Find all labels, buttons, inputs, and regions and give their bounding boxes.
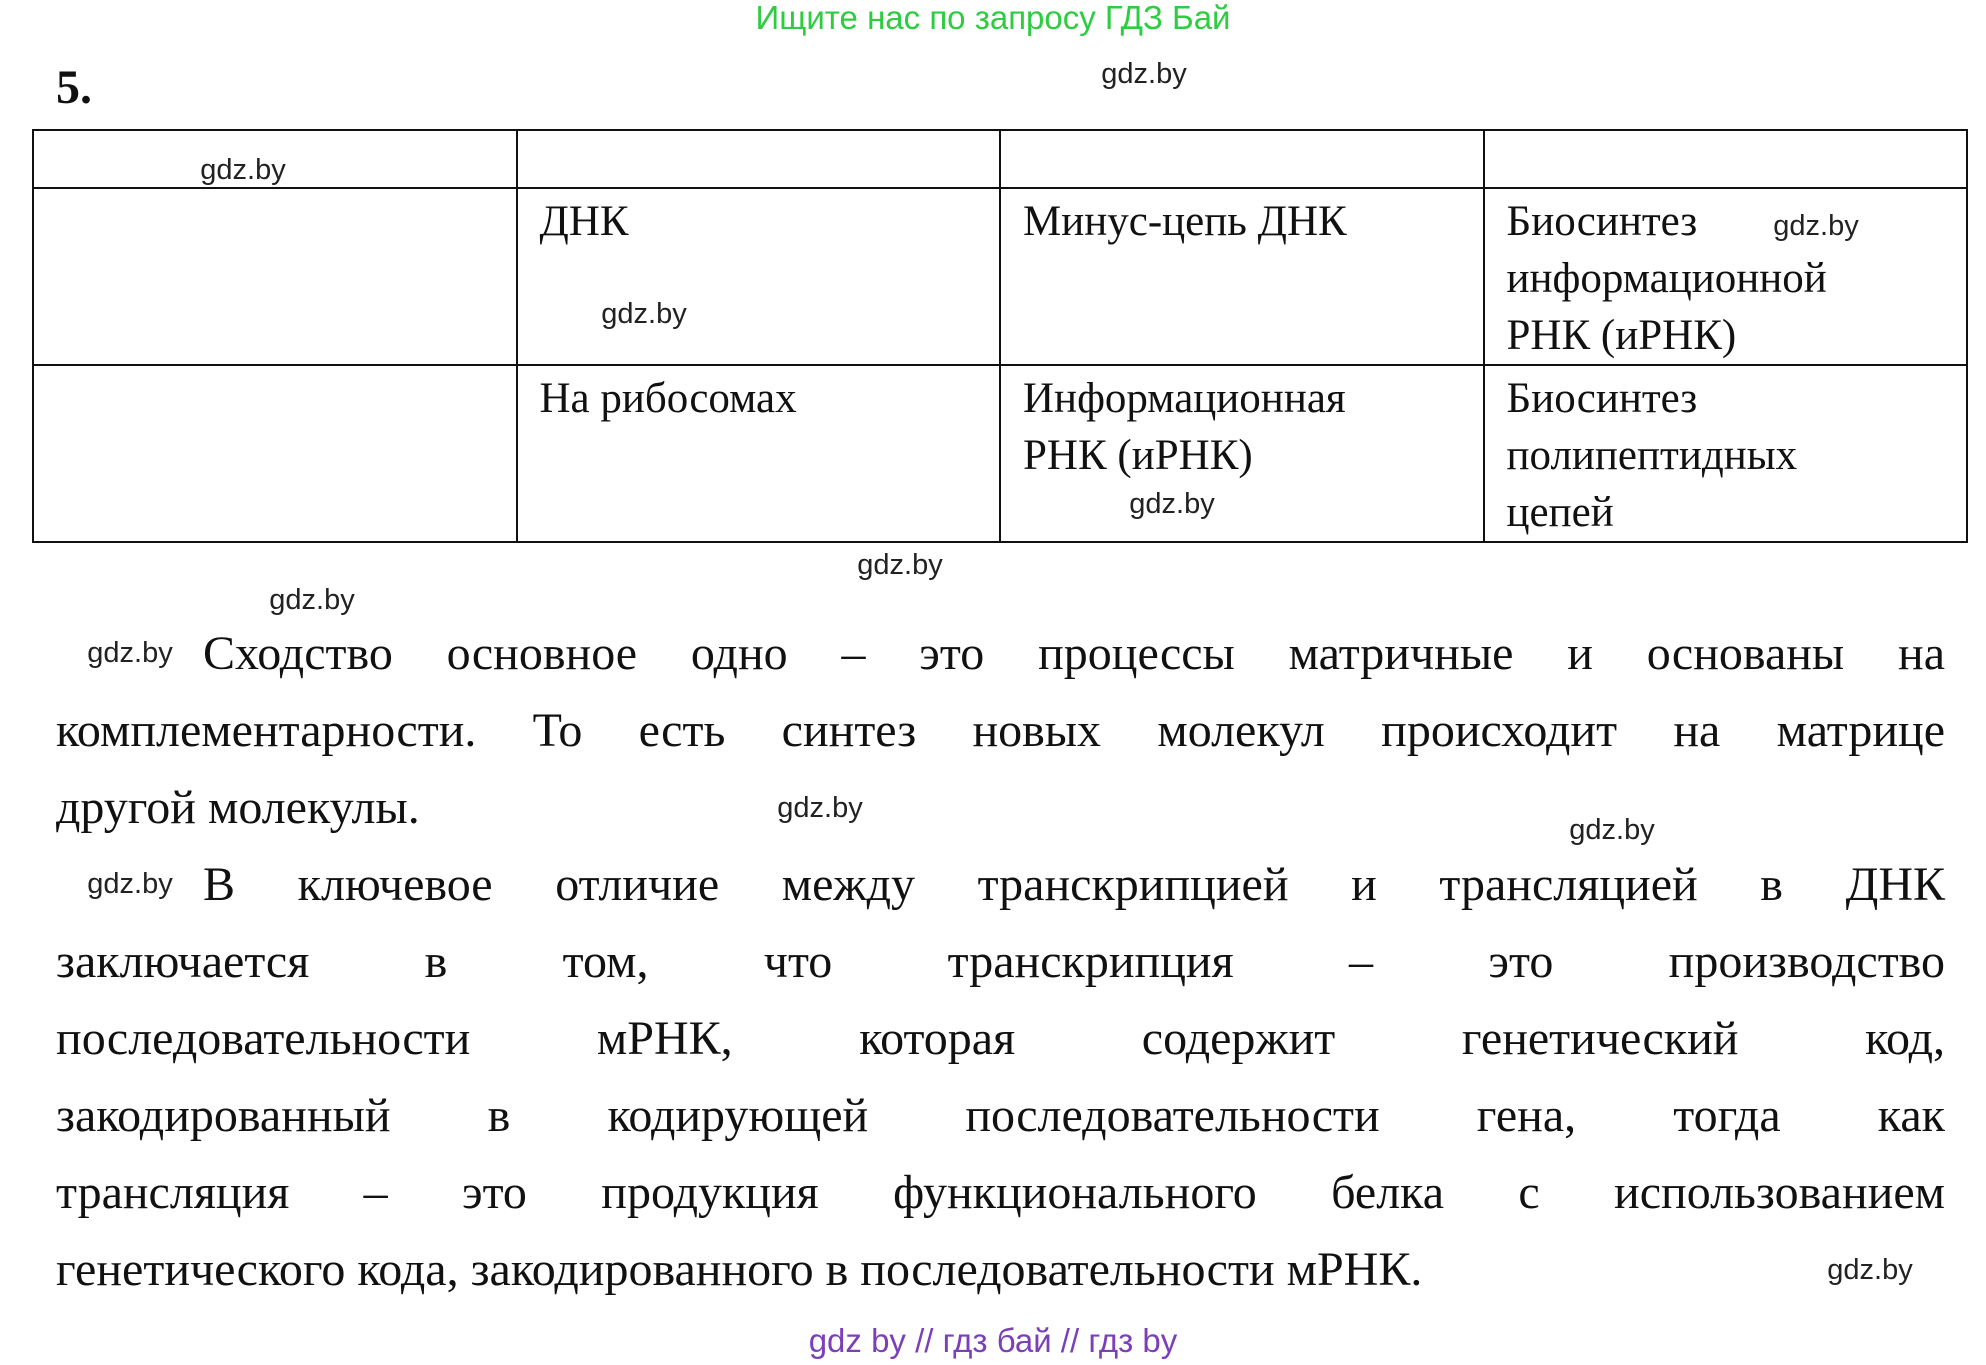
table-row xyxy=(33,365,1967,542)
table-row xyxy=(33,130,1967,188)
table-cell xyxy=(1000,130,1484,188)
task-number: 5. xyxy=(56,61,92,114)
comparison-table xyxy=(32,129,1968,543)
watermark: gdz.by xyxy=(87,868,173,900)
table-cell: На рибосомах xyxy=(517,365,1001,542)
table-cell: Информационная РНК (иРНК) xyxy=(1000,365,1484,542)
search-banner: Ищите нас по запросу ГДЗ Бай xyxy=(755,0,1231,36)
watermark: gdz.by xyxy=(200,154,286,186)
watermark: gdz.by xyxy=(777,792,863,824)
table-cell: Биосинтез информационной РНК (иРНК) xyxy=(1484,188,1968,365)
watermark: gdz.by xyxy=(857,549,943,581)
watermark: gdz.by xyxy=(1773,210,1859,242)
table-row xyxy=(33,188,1967,365)
paragraph-similarity xyxy=(56,615,1945,857)
table-cell xyxy=(33,365,517,542)
text-line: трансляция – это продукция функционального белка с использованием xyxy=(56,1166,1945,1219)
watermark: gdz.by xyxy=(1827,1254,1913,1286)
watermark: gdz.by xyxy=(1569,814,1655,846)
paragraph-difference xyxy=(56,846,1945,1319)
table-cell: Биосинтез полипептидных цепей xyxy=(1484,365,1968,542)
text-line: другой молекулы. xyxy=(56,781,420,834)
watermark: gdz.by xyxy=(269,584,355,616)
table-cell: Минус-цепь ДНК xyxy=(1000,188,1484,365)
table-cell xyxy=(1484,130,1968,188)
table-cell: ДНК xyxy=(517,188,1001,365)
text-line: Сходство основное одно – это процессы матричные и основаны на xyxy=(203,627,1945,680)
text-line: комплементарности. То есть синтез новых молекул происходит на матрице xyxy=(56,704,1945,757)
watermark: gdz.by xyxy=(601,298,687,330)
watermark: gdz.by xyxy=(1129,488,1215,520)
watermark: gdz.by xyxy=(1101,58,1187,90)
text-line: генетического кода, закодированного в последовательности мРНК. xyxy=(56,1243,1423,1296)
text-line: последовательности мРНК, которая содержит генетический код, xyxy=(56,1012,1945,1065)
text-line: закодированный в кодирующей последовательности гена, тогда как xyxy=(56,1089,1945,1142)
watermark: gdz.by xyxy=(87,637,173,669)
text-line: В ключевое отличие между транскрипцией и трансляцией в ДНК xyxy=(203,858,1945,911)
table-cell xyxy=(517,130,1001,188)
footer-watermark: gdz by // гдз бай // гдз by xyxy=(808,1322,1178,1359)
table-cell xyxy=(33,188,517,365)
text-line: заключается в том, что транскрипция – это производство xyxy=(56,935,1945,988)
